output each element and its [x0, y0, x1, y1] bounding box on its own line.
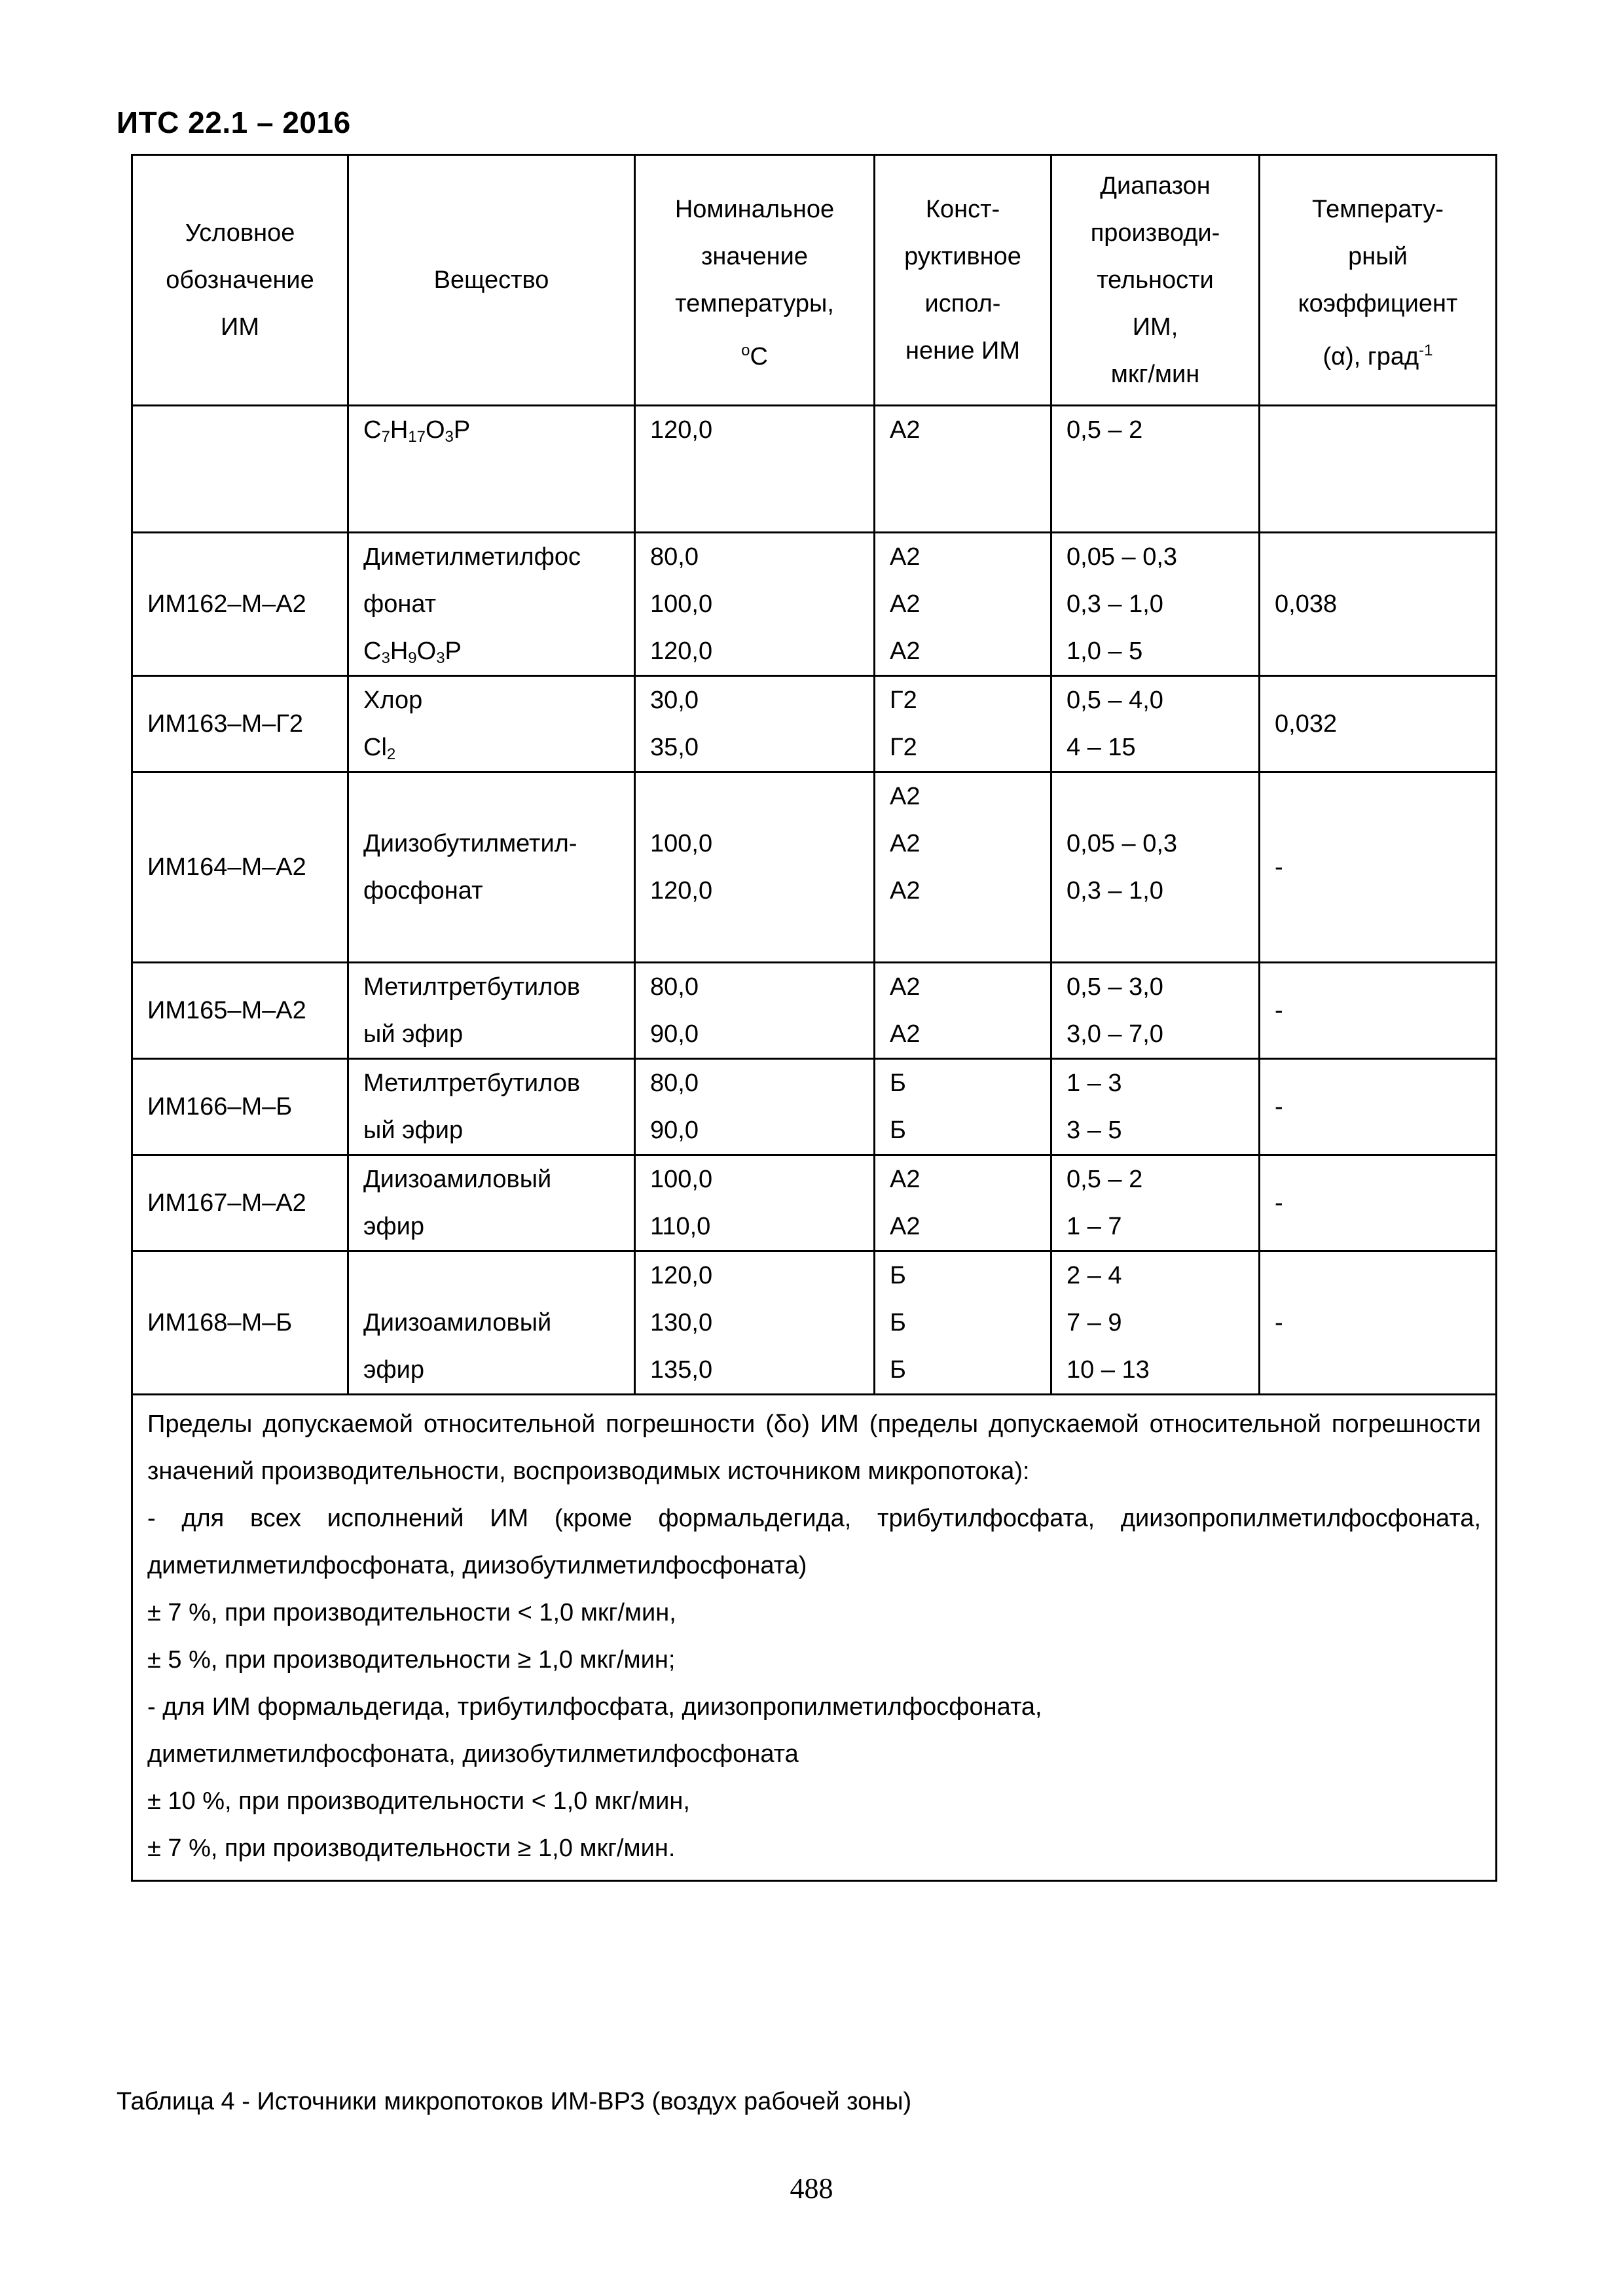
table-caption: Таблица 4 - Источники микропотоков ИМ-ВРЗ (воздух рабочей зоны)	[117, 2088, 912, 2115]
cell-coefficient: -	[1260, 772, 1497, 963]
cell-temperature-line: 120,0	[650, 1262, 713, 1289]
cell-range	[1051, 1059, 1260, 1155]
cell-substance-line	[363, 1252, 634, 1299]
cell-temperature	[635, 1059, 875, 1155]
cell-range	[1051, 676, 1260, 772]
cell-range-line: 0,5 – 3,0	[1067, 973, 1163, 1001]
header-design: Конст- руктивное испол- нение ИМ	[875, 155, 1051, 406]
cell-temperature-line	[650, 773, 873, 820]
cell-substance-line: ый эфир	[363, 1020, 464, 1048]
cell-temperature	[635, 1251, 875, 1395]
note-line: - для ИМ формальдегида, трибутилфосфата, диизопропилметилфосфоната,	[147, 1693, 1042, 1721]
cell-temperature-line: 90,0	[650, 1020, 699, 1048]
cell-substance	[348, 1251, 635, 1395]
cell-design	[875, 1251, 1051, 1395]
cell-temperature	[635, 772, 875, 963]
cell-temperature	[635, 1155, 875, 1251]
cell-range-line: 3,0 – 7,0	[1067, 1020, 1163, 1048]
cell-design	[875, 533, 1051, 676]
cell-coefficient: -	[1260, 1155, 1497, 1251]
cell-range-line: 10 – 13	[1067, 1356, 1150, 1384]
cell-design-line: Б	[890, 1117, 906, 1144]
cell-range-line: 3 – 5	[1067, 1117, 1122, 1144]
cell-substance-line: ый эфир	[363, 1117, 464, 1144]
cell-range-line: 0,3 – 1,0	[1067, 877, 1163, 905]
cell-design-line: А2	[890, 416, 921, 444]
cell-range-line: 0,05 – 0,3	[1067, 830, 1178, 857]
cell-design	[875, 1059, 1051, 1155]
cell-designation: ИМ164–М–А2	[132, 772, 348, 963]
cell-substance-line	[363, 914, 634, 961]
cell-design	[875, 406, 1051, 533]
cell-range-line: 0,3 – 1,0	[1067, 590, 1163, 618]
cell-range	[1051, 1251, 1260, 1395]
cell-temperature-line: 135,0	[650, 1356, 713, 1384]
cell-designation: ИМ168–М–Б	[132, 1251, 348, 1395]
cell-design-line: А2	[890, 590, 921, 618]
cell-design-line: Б	[890, 1356, 906, 1384]
cell-substance-line: $Cl_2$	[363, 734, 396, 763]
table-header-row	[132, 155, 1497, 406]
cell-designation: ИМ165–М–А2	[132, 963, 348, 1059]
cell-range-line: 0,5 – 2	[1067, 416, 1143, 444]
cell-design	[875, 676, 1051, 772]
cell-design-line: Г2	[890, 734, 917, 761]
cell-substance	[348, 772, 635, 963]
cell-design-line: А2	[890, 877, 921, 905]
cell-substance-line: Диизобутилметил-	[363, 830, 577, 857]
document-code: ИТС 22.1 – 2016	[117, 105, 351, 139]
cell-substance-line: Диизоамиловый	[363, 1166, 552, 1193]
cell-range	[1051, 406, 1260, 533]
cell-coefficient	[1260, 406, 1497, 533]
note-line: ± 7 %, при производительности ≥ 1,0 мкг/мин.	[147, 1835, 676, 1862]
microflow-sources-table	[131, 154, 1497, 1882]
cell-design-line: А2	[890, 783, 921, 810]
cell-design-line: А2	[890, 637, 921, 665]
note-line: ± 5 %, при производительности ≥ 1,0 мкг/мин;	[147, 1646, 676, 1674]
cell-substance-line: фосфонат	[363, 877, 483, 905]
cell-design-line: Б	[890, 1309, 906, 1336]
cell-design	[875, 963, 1051, 1059]
cell-substance-line: $C_7H_{17}O_3P$	[363, 416, 471, 446]
header-substance: Вещество	[348, 155, 635, 406]
cell-temperature-line	[650, 914, 873, 961]
cell-range-line	[1067, 914, 1258, 961]
cell-range-line: 1,0 – 5	[1067, 637, 1143, 665]
cell-substance	[348, 1155, 635, 1251]
cell-temperature-line: 90,0	[650, 1117, 699, 1144]
cell-design	[875, 1155, 1051, 1251]
cell-coefficient: -	[1260, 1251, 1497, 1395]
cell-temperature-line: 80,0	[650, 973, 699, 1001]
header-code: Условное обозначение ИМ	[132, 155, 348, 406]
cell-design-line: А2	[890, 543, 921, 571]
cell-temperature-line: 100,0	[650, 590, 713, 618]
cell-coefficient: 0,038	[1260, 533, 1497, 676]
cell-temperature-line: 130,0	[650, 1309, 713, 1336]
header-temperature-unit: $^o$C	[741, 342, 768, 370]
table-row	[132, 406, 1497, 533]
page-number: 488	[790, 2172, 833, 2204]
cell-substance-line: Диизоамиловый	[363, 1309, 552, 1336]
note-line: ± 10 %, при производительности < 1,0 мкг/мин,	[147, 1787, 690, 1815]
cell-temperature-line: 80,0	[650, 1069, 699, 1097]
cell-temperature-line: 120,0	[650, 877, 713, 905]
cell-temperature-line: 110,0	[650, 1213, 711, 1240]
cell-range-line: 1 – 7	[1067, 1213, 1122, 1240]
cell-substance-line: фонат	[363, 590, 437, 618]
cell-temperature	[635, 533, 875, 676]
cell-design-line: Б	[890, 1069, 906, 1097]
header-range: Диапазон производи- тельности ИМ, мкг/мин	[1051, 155, 1260, 406]
table-row	[132, 1059, 1497, 1155]
cell-substance	[348, 533, 635, 676]
cell-temperature-line: 30,0	[650, 687, 699, 714]
header-temperature: Номинальное значение температуры, $^o$C	[635, 155, 875, 406]
cell-substance	[348, 406, 635, 533]
cell-designation: ИМ166–М–Б	[132, 1059, 348, 1155]
table-row	[132, 1155, 1497, 1251]
cell-design	[875, 772, 1051, 963]
cell-coefficient: 0,032	[1260, 676, 1497, 772]
cell-temperature	[635, 676, 875, 772]
cell-design-line: А2	[890, 973, 921, 1001]
cell-temperature-line: 35,0	[650, 734, 699, 761]
cell-range	[1051, 533, 1260, 676]
note-line: Пределы допускаемой относительной погрешности (δо) ИМ (пределы допускаемой относительной погрешности значений производительности, воспроизводимых источником микропотока):	[147, 1410, 1481, 1485]
cell-coefficient: -	[1260, 1059, 1497, 1155]
cell-range-line: 4 – 15	[1067, 734, 1136, 761]
cell-temperature-line: 100,0	[650, 1166, 713, 1193]
cell-designation: ИМ163–М–Г2	[132, 676, 348, 772]
cell-substance-line: Хлор	[363, 687, 423, 714]
note-line: - для всех исполнений ИМ (кроме формальдегида, трибутилфосфата, диизопропилметилфосфоната, диметилметилфосфоната, диизобутилметилфосфоната)	[147, 1505, 1481, 1579]
cell-design-line: А2	[890, 830, 921, 857]
cell-design-line: А2	[890, 1020, 921, 1048]
cell-substance	[348, 676, 635, 772]
table-row	[132, 772, 1497, 963]
table-row	[132, 1251, 1497, 1395]
header-coefficient-unit: (α), град$^{-1}$	[1322, 342, 1433, 370]
table-row	[132, 963, 1497, 1059]
cell-temperature	[635, 406, 875, 533]
note-line: диметилметилфосфоната, диизобутилметилфосфоната	[147, 1740, 799, 1768]
notes-row	[132, 1395, 1497, 1881]
header-coefficient: Температу- рный коэффициент (α), град$^{-1}$	[1260, 155, 1497, 406]
cell-substance-line: Диметилметилфос	[363, 543, 581, 571]
note-line: ± 7 %, при производительности < 1,0 мкг/мин,	[147, 1599, 676, 1626]
cell-substance-line: Метилтретбутилов	[363, 973, 581, 1001]
cell-substance	[348, 963, 635, 1059]
cell-range	[1051, 963, 1260, 1059]
cell-range-line: 0,5 – 4,0	[1067, 687, 1163, 714]
cell-range	[1051, 1155, 1260, 1251]
cell-range	[1051, 772, 1260, 963]
cell-substance-line: Метилтретбутилов	[363, 1069, 581, 1097]
cell-coefficient: -	[1260, 963, 1497, 1059]
cell-designation: ИМ162–М–А2	[132, 533, 348, 676]
cell-temperature-line: 100,0	[650, 830, 713, 857]
cell-range-line: 2 – 4	[1067, 1262, 1122, 1289]
accuracy-notes	[132, 1395, 1497, 1881]
cell-substance	[348, 1059, 635, 1155]
cell-design-line: А2	[890, 1166, 921, 1193]
cell-substance-line: эфир	[363, 1356, 425, 1384]
cell-substance-line	[363, 773, 634, 820]
cell-temperature-line: 120,0	[650, 416, 713, 444]
cell-substance-line: $C_3H_9O_3P$	[363, 637, 462, 667]
cell-substance-line: эфир	[363, 1213, 425, 1240]
table-row	[132, 533, 1497, 676]
cell-temperature-line: 80,0	[650, 543, 699, 571]
cell-range-line: 7 – 9	[1067, 1309, 1122, 1336]
table-row	[132, 676, 1497, 772]
cell-range-line: 0,5 – 2	[1067, 1166, 1143, 1193]
cell-range-line: 1 – 3	[1067, 1069, 1122, 1097]
cell-range-line	[1067, 773, 1258, 820]
cell-temperature	[635, 963, 875, 1059]
cell-designation: ИМ167–М–А2	[132, 1155, 348, 1251]
cell-design-line: Г2	[890, 687, 917, 714]
cell-temperature-line: 120,0	[650, 637, 713, 665]
cell-design-line: А2	[890, 1213, 921, 1240]
cell-designation	[132, 406, 348, 533]
cell-design-line: Б	[890, 1262, 906, 1289]
cell-range-line: 0,05 – 0,3	[1067, 543, 1178, 571]
